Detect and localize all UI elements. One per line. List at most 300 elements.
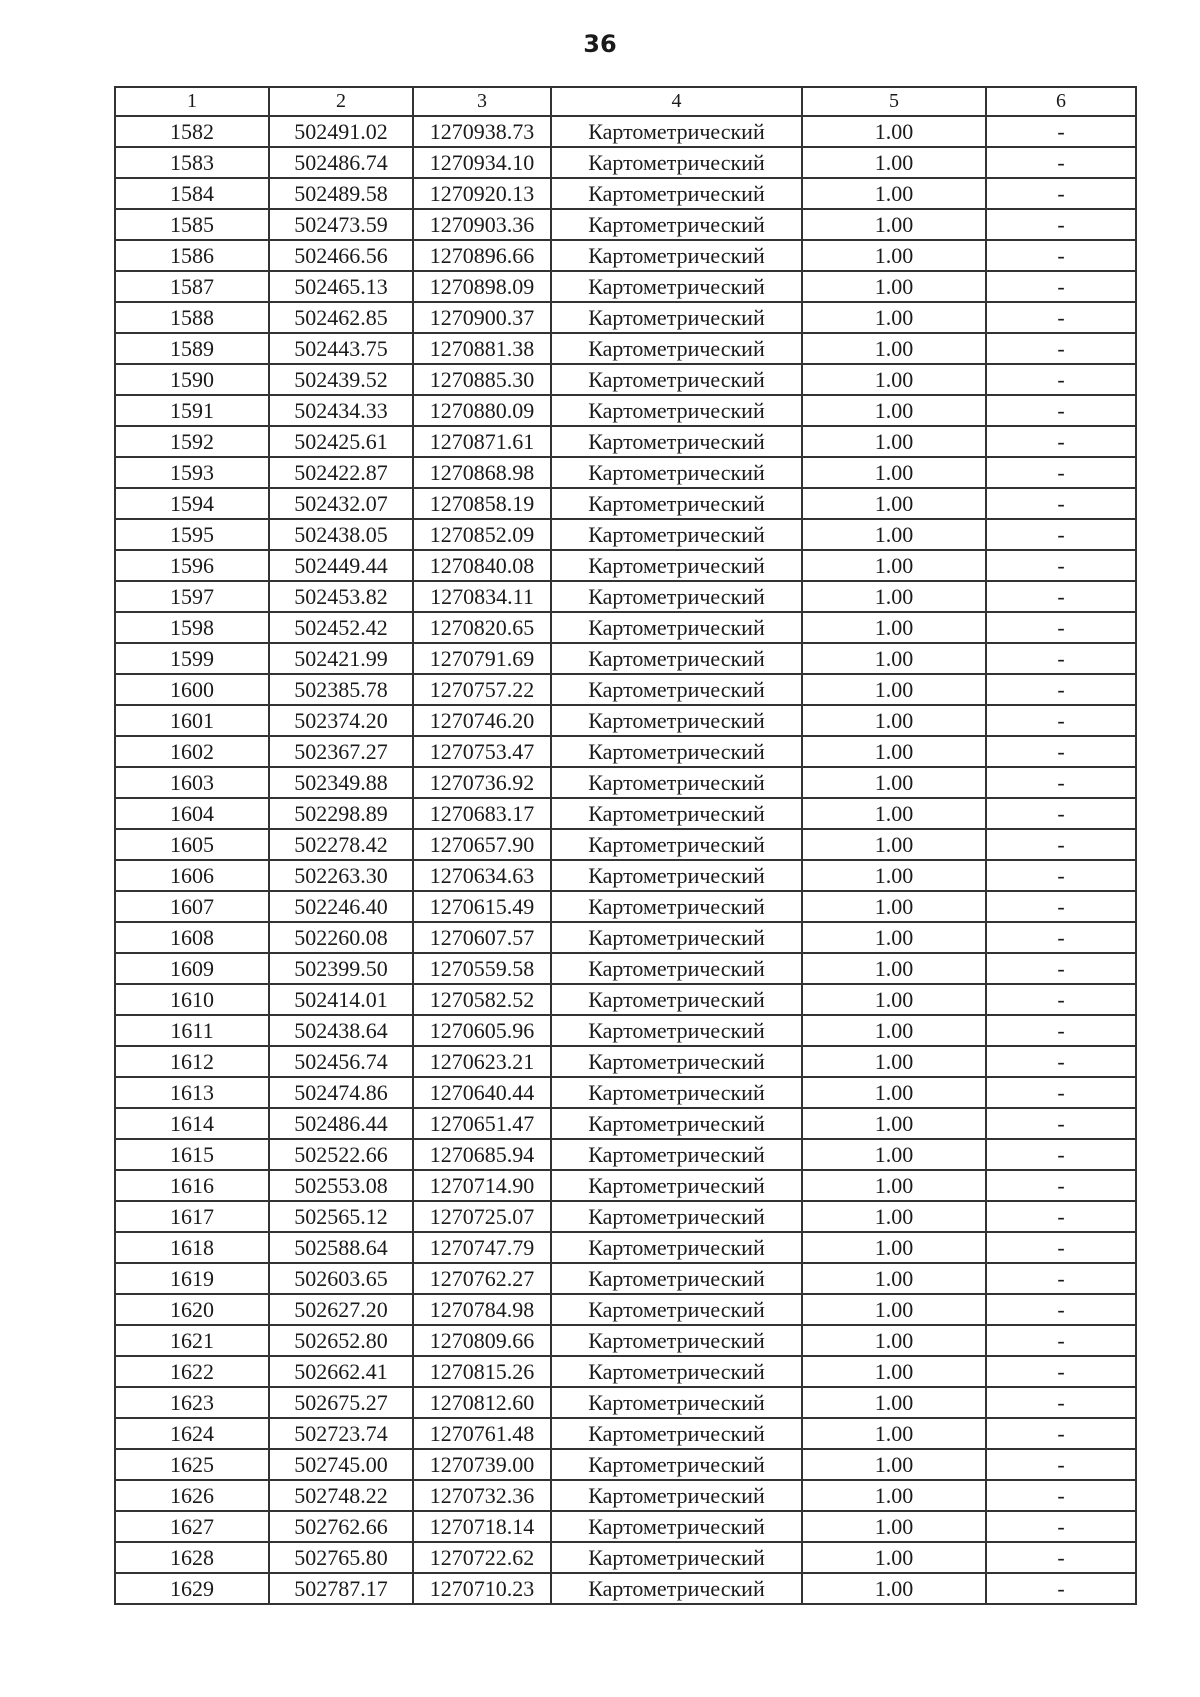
y-coordinate-cell: 1270812.60 — [413, 1387, 551, 1418]
y-coordinate-cell: 1270747.79 — [413, 1232, 551, 1263]
x-coordinate-cell: 502489.58 — [269, 178, 413, 209]
note-cell: - — [986, 1294, 1136, 1325]
method-cell: Картометрический — [551, 209, 802, 240]
accuracy-cell: 1.00 — [802, 364, 986, 395]
table-row — [115, 271, 1136, 302]
x-coordinate-cell: 502652.80 — [269, 1325, 413, 1356]
accuracy-cell: 1.00 — [802, 1170, 986, 1201]
x-coordinate-cell: 502349.88 — [269, 767, 413, 798]
point-number-cell: 1595 — [115, 519, 269, 550]
point-number-cell: 1615 — [115, 1139, 269, 1170]
column-header-4: 4 — [551, 87, 802, 116]
y-coordinate-cell: 1270761.48 — [413, 1418, 551, 1449]
table-row — [115, 1573, 1136, 1604]
point-number-cell: 1603 — [115, 767, 269, 798]
method-cell: Картометрический — [551, 860, 802, 891]
accuracy-cell: 1.00 — [802, 457, 986, 488]
table-row — [115, 457, 1136, 488]
y-coordinate-cell: 1270753.47 — [413, 736, 551, 767]
note-cell: - — [986, 1077, 1136, 1108]
table-row — [115, 1046, 1136, 1077]
y-coordinate-cell: 1270683.17 — [413, 798, 551, 829]
table-row — [115, 1542, 1136, 1573]
y-coordinate-cell: 1270607.57 — [413, 922, 551, 953]
table-row — [115, 395, 1136, 426]
point-number-cell: 1616 — [115, 1170, 269, 1201]
accuracy-cell: 1.00 — [802, 612, 986, 643]
x-coordinate-cell: 502263.30 — [269, 860, 413, 891]
point-number-cell: 1605 — [115, 829, 269, 860]
method-cell: Картометрический — [551, 488, 802, 519]
table-row — [115, 1294, 1136, 1325]
accuracy-cell: 1.00 — [802, 1356, 986, 1387]
table-body — [115, 116, 1136, 1604]
note-cell: - — [986, 581, 1136, 612]
method-cell: Картометрический — [551, 457, 802, 488]
x-coordinate-cell: 502627.20 — [269, 1294, 413, 1325]
point-number-cell: 1591 — [115, 395, 269, 426]
point-number-cell: 1583 — [115, 147, 269, 178]
x-coordinate-cell: 502453.82 — [269, 581, 413, 612]
point-number-cell: 1592 — [115, 426, 269, 457]
point-number-cell: 1620 — [115, 1294, 269, 1325]
y-coordinate-cell: 1270880.09 — [413, 395, 551, 426]
note-cell: - — [986, 1015, 1136, 1046]
accuracy-cell: 1.00 — [802, 1480, 986, 1511]
x-coordinate-cell: 502432.07 — [269, 488, 413, 519]
note-cell: - — [986, 767, 1136, 798]
note-cell: - — [986, 178, 1136, 209]
note-cell: - — [986, 519, 1136, 550]
point-number-cell: 1614 — [115, 1108, 269, 1139]
method-cell: Картометрический — [551, 1294, 802, 1325]
point-number-cell: 1604 — [115, 798, 269, 829]
method-cell: Картометрический — [551, 705, 802, 736]
y-coordinate-cell: 1270714.90 — [413, 1170, 551, 1201]
accuracy-cell: 1.00 — [802, 209, 986, 240]
method-cell: Картометрический — [551, 240, 802, 271]
x-coordinate-cell: 502414.01 — [269, 984, 413, 1015]
column-header-3: 3 — [413, 87, 551, 116]
method-cell: Картометрический — [551, 1325, 802, 1356]
x-coordinate-cell: 502434.33 — [269, 395, 413, 426]
x-coordinate-cell: 502278.42 — [269, 829, 413, 860]
point-number-cell: 1613 — [115, 1077, 269, 1108]
column-header-1: 1 — [115, 87, 269, 116]
table-row — [115, 1201, 1136, 1232]
y-coordinate-cell: 1270762.27 — [413, 1263, 551, 1294]
point-number-cell: 1602 — [115, 736, 269, 767]
note-cell: - — [986, 736, 1136, 767]
table-row — [115, 1108, 1136, 1139]
x-coordinate-cell: 502745.00 — [269, 1449, 413, 1480]
note-cell: - — [986, 1108, 1136, 1139]
method-cell: Картометрический — [551, 922, 802, 953]
accuracy-cell: 1.00 — [802, 1418, 986, 1449]
y-coordinate-cell: 1270640.44 — [413, 1077, 551, 1108]
method-cell: Картометрический — [551, 333, 802, 364]
x-coordinate-cell: 502662.41 — [269, 1356, 413, 1387]
table-row — [115, 1232, 1136, 1263]
method-cell: Картометрический — [551, 1387, 802, 1418]
table-row — [115, 1139, 1136, 1170]
table-row — [115, 333, 1136, 364]
accuracy-cell: 1.00 — [802, 674, 986, 705]
note-cell: - — [986, 984, 1136, 1015]
x-coordinate-cell: 502260.08 — [269, 922, 413, 953]
note-cell: - — [986, 1201, 1136, 1232]
x-coordinate-cell: 502298.89 — [269, 798, 413, 829]
accuracy-cell: 1.00 — [802, 178, 986, 209]
y-coordinate-cell: 1270903.36 — [413, 209, 551, 240]
accuracy-cell: 1.00 — [802, 1263, 986, 1294]
point-number-cell: 1628 — [115, 1542, 269, 1573]
point-number-cell: 1621 — [115, 1325, 269, 1356]
accuracy-cell: 1.00 — [802, 1294, 986, 1325]
accuracy-cell: 1.00 — [802, 1232, 986, 1263]
column-header-6: 6 — [986, 87, 1136, 116]
page-number: 36 — [583, 30, 617, 58]
accuracy-cell: 1.00 — [802, 333, 986, 364]
accuracy-cell: 1.00 — [802, 1325, 986, 1356]
note-cell: - — [986, 1480, 1136, 1511]
x-coordinate-cell: 502367.27 — [269, 736, 413, 767]
x-coordinate-cell: 502522.66 — [269, 1139, 413, 1170]
point-number-cell: 1617 — [115, 1201, 269, 1232]
accuracy-cell: 1.00 — [802, 860, 986, 891]
note-cell: - — [986, 798, 1136, 829]
point-number-cell: 1585 — [115, 209, 269, 240]
x-coordinate-cell: 502491.02 — [269, 116, 413, 147]
table-row — [115, 984, 1136, 1015]
point-number-cell: 1626 — [115, 1480, 269, 1511]
table-row — [115, 1325, 1136, 1356]
accuracy-cell: 1.00 — [802, 922, 986, 953]
point-number-cell: 1600 — [115, 674, 269, 705]
note-cell: - — [986, 612, 1136, 643]
y-coordinate-cell: 1270885.30 — [413, 364, 551, 395]
note-cell: - — [986, 1449, 1136, 1480]
y-coordinate-cell: 1270634.63 — [413, 860, 551, 891]
note-cell: - — [986, 1325, 1136, 1356]
method-cell: Картометрический — [551, 1573, 802, 1604]
method-cell: Картометрический — [551, 1356, 802, 1387]
y-coordinate-cell: 1270685.94 — [413, 1139, 551, 1170]
table-row — [115, 736, 1136, 767]
method-cell: Картометрический — [551, 581, 802, 612]
point-number-cell: 1586 — [115, 240, 269, 271]
table-row — [115, 674, 1136, 705]
method-cell: Картометрический — [551, 395, 802, 426]
method-cell: Картометрический — [551, 736, 802, 767]
table-row — [115, 612, 1136, 643]
method-cell: Картометрический — [551, 178, 802, 209]
y-coordinate-cell: 1270791.69 — [413, 643, 551, 674]
x-coordinate-cell: 502565.12 — [269, 1201, 413, 1232]
accuracy-cell: 1.00 — [802, 705, 986, 736]
y-coordinate-cell: 1270710.23 — [413, 1573, 551, 1604]
table-row — [115, 364, 1136, 395]
method-cell: Картометрический — [551, 1046, 802, 1077]
y-coordinate-cell: 1270757.22 — [413, 674, 551, 705]
table-row — [115, 860, 1136, 891]
note-cell: - — [986, 364, 1136, 395]
y-coordinate-cell: 1270605.96 — [413, 1015, 551, 1046]
method-cell: Картометрический — [551, 612, 802, 643]
method-cell: Картометрический — [551, 519, 802, 550]
column-header-2: 2 — [269, 87, 413, 116]
accuracy-cell: 1.00 — [802, 1511, 986, 1542]
accuracy-cell: 1.00 — [802, 736, 986, 767]
x-coordinate-cell: 502465.13 — [269, 271, 413, 302]
table-row — [115, 953, 1136, 984]
accuracy-cell: 1.00 — [802, 1387, 986, 1418]
note-cell: - — [986, 1139, 1136, 1170]
point-number-cell: 1611 — [115, 1015, 269, 1046]
accuracy-cell: 1.00 — [802, 1573, 986, 1604]
note-cell: - — [986, 1511, 1136, 1542]
y-coordinate-cell: 1270868.98 — [413, 457, 551, 488]
accuracy-cell: 1.00 — [802, 1108, 986, 1139]
point-number-cell: 1619 — [115, 1263, 269, 1294]
point-number-cell: 1582 — [115, 116, 269, 147]
note-cell: - — [986, 488, 1136, 519]
x-coordinate-cell: 502723.74 — [269, 1418, 413, 1449]
accuracy-cell: 1.00 — [802, 1015, 986, 1046]
table-row — [115, 116, 1136, 147]
accuracy-cell: 1.00 — [802, 798, 986, 829]
y-coordinate-cell: 1270582.52 — [413, 984, 551, 1015]
accuracy-cell: 1.00 — [802, 1139, 986, 1170]
x-coordinate-cell: 502787.17 — [269, 1573, 413, 1604]
point-number-cell: 1601 — [115, 705, 269, 736]
y-coordinate-cell: 1270725.07 — [413, 1201, 551, 1232]
accuracy-cell: 1.00 — [802, 891, 986, 922]
y-coordinate-cell: 1270559.58 — [413, 953, 551, 984]
y-coordinate-cell: 1270739.00 — [413, 1449, 551, 1480]
x-coordinate-cell: 502452.42 — [269, 612, 413, 643]
y-coordinate-cell: 1270934.10 — [413, 147, 551, 178]
x-coordinate-cell: 502399.50 — [269, 953, 413, 984]
note-cell: - — [986, 147, 1136, 178]
accuracy-cell: 1.00 — [802, 116, 986, 147]
table-row — [115, 1480, 1136, 1511]
x-coordinate-cell: 502675.27 — [269, 1387, 413, 1418]
table-row — [115, 1511, 1136, 1542]
x-coordinate-cell: 502456.74 — [269, 1046, 413, 1077]
point-number-cell: 1625 — [115, 1449, 269, 1480]
accuracy-cell: 1.00 — [802, 1077, 986, 1108]
table-row — [115, 302, 1136, 333]
table-row — [115, 767, 1136, 798]
table-row — [115, 643, 1136, 674]
method-cell: Картометрический — [551, 1201, 802, 1232]
note-cell: - — [986, 891, 1136, 922]
y-coordinate-cell: 1270615.49 — [413, 891, 551, 922]
note-cell: - — [986, 550, 1136, 581]
y-coordinate-cell: 1270852.09 — [413, 519, 551, 550]
y-coordinate-cell: 1270815.26 — [413, 1356, 551, 1387]
table-row — [115, 1015, 1136, 1046]
method-cell: Картометрический — [551, 767, 802, 798]
point-number-cell: 1588 — [115, 302, 269, 333]
y-coordinate-cell: 1270718.14 — [413, 1511, 551, 1542]
method-cell: Картометрический — [551, 1542, 802, 1573]
table-row — [115, 1356, 1136, 1387]
y-coordinate-cell: 1270732.36 — [413, 1480, 551, 1511]
point-number-cell: 1584 — [115, 178, 269, 209]
y-coordinate-cell: 1270623.21 — [413, 1046, 551, 1077]
point-number-cell: 1629 — [115, 1573, 269, 1604]
column-header-5: 5 — [802, 87, 986, 116]
accuracy-cell: 1.00 — [802, 426, 986, 457]
note-cell: - — [986, 705, 1136, 736]
point-number-cell: 1618 — [115, 1232, 269, 1263]
method-cell: Картометрический — [551, 1449, 802, 1480]
y-coordinate-cell: 1270896.66 — [413, 240, 551, 271]
note-cell: - — [986, 1387, 1136, 1418]
note-cell: - — [986, 240, 1136, 271]
method-cell: Картометрический — [551, 426, 802, 457]
x-coordinate-cell: 502486.74 — [269, 147, 413, 178]
accuracy-cell: 1.00 — [802, 1046, 986, 1077]
table-row — [115, 488, 1136, 519]
table-row — [115, 519, 1136, 550]
y-coordinate-cell: 1270784.98 — [413, 1294, 551, 1325]
table-row — [115, 550, 1136, 581]
x-coordinate-cell: 502438.64 — [269, 1015, 413, 1046]
x-coordinate-cell: 502588.64 — [269, 1232, 413, 1263]
note-cell: - — [986, 1573, 1136, 1604]
table-header-row — [115, 87, 1136, 116]
point-number-cell: 1608 — [115, 922, 269, 953]
x-coordinate-cell: 502474.86 — [269, 1077, 413, 1108]
note-cell: - — [986, 860, 1136, 891]
note-cell: - — [986, 1263, 1136, 1294]
accuracy-cell: 1.00 — [802, 643, 986, 674]
y-coordinate-cell: 1270858.19 — [413, 488, 551, 519]
y-coordinate-cell: 1270900.37 — [413, 302, 551, 333]
accuracy-cell: 1.00 — [802, 829, 986, 860]
note-cell: - — [986, 395, 1136, 426]
note-cell: - — [986, 209, 1136, 240]
table-row — [115, 178, 1136, 209]
y-coordinate-cell: 1270840.08 — [413, 550, 551, 581]
method-cell: Картометрический — [551, 1418, 802, 1449]
note-cell: - — [986, 1232, 1136, 1263]
y-coordinate-cell: 1270722.62 — [413, 1542, 551, 1573]
method-cell: Картометрический — [551, 1511, 802, 1542]
note-cell: - — [986, 426, 1136, 457]
note-cell: - — [986, 1170, 1136, 1201]
coordinates-table — [114, 86, 1137, 1605]
x-coordinate-cell: 502422.87 — [269, 457, 413, 488]
table-row — [115, 1170, 1136, 1201]
table-row — [115, 798, 1136, 829]
point-number-cell: 1593 — [115, 457, 269, 488]
accuracy-cell: 1.00 — [802, 302, 986, 333]
note-cell: - — [986, 1046, 1136, 1077]
x-coordinate-cell: 502421.99 — [269, 643, 413, 674]
y-coordinate-cell: 1270809.66 — [413, 1325, 551, 1356]
note-cell: - — [986, 922, 1136, 953]
accuracy-cell: 1.00 — [802, 581, 986, 612]
point-number-cell: 1606 — [115, 860, 269, 891]
note-cell: - — [986, 116, 1136, 147]
table-row — [115, 891, 1136, 922]
method-cell: Картометрический — [551, 953, 802, 984]
point-number-cell: 1612 — [115, 1046, 269, 1077]
x-coordinate-cell: 502385.78 — [269, 674, 413, 705]
accuracy-cell: 1.00 — [802, 1542, 986, 1573]
y-coordinate-cell: 1270657.90 — [413, 829, 551, 860]
point-number-cell: 1609 — [115, 953, 269, 984]
point-number-cell: 1589 — [115, 333, 269, 364]
table-row — [115, 240, 1136, 271]
y-coordinate-cell: 1270938.73 — [413, 116, 551, 147]
method-cell: Картометрический — [551, 1263, 802, 1294]
point-number-cell: 1590 — [115, 364, 269, 395]
x-coordinate-cell: 502425.61 — [269, 426, 413, 457]
table-row — [115, 426, 1136, 457]
method-cell: Картометрический — [551, 302, 802, 333]
table-row — [115, 922, 1136, 953]
method-cell: Картометрический — [551, 364, 802, 395]
x-coordinate-cell: 502765.80 — [269, 1542, 413, 1573]
point-number-cell: 1599 — [115, 643, 269, 674]
x-coordinate-cell: 502603.65 — [269, 1263, 413, 1294]
point-number-cell: 1622 — [115, 1356, 269, 1387]
point-number-cell: 1624 — [115, 1418, 269, 1449]
method-cell: Картометрический — [551, 1170, 802, 1201]
accuracy-cell: 1.00 — [802, 271, 986, 302]
accuracy-cell: 1.00 — [802, 488, 986, 519]
table-row — [115, 829, 1136, 860]
table-row — [115, 1449, 1136, 1480]
table-row — [115, 1077, 1136, 1108]
method-cell: Картометрический — [551, 798, 802, 829]
point-number-cell: 1610 — [115, 984, 269, 1015]
note-cell: - — [986, 1418, 1136, 1449]
point-number-cell: 1627 — [115, 1511, 269, 1542]
note-cell: - — [986, 643, 1136, 674]
y-coordinate-cell: 1270834.11 — [413, 581, 551, 612]
note-cell: - — [986, 333, 1136, 364]
x-coordinate-cell: 502486.44 — [269, 1108, 413, 1139]
point-number-cell: 1598 — [115, 612, 269, 643]
y-coordinate-cell: 1270820.65 — [413, 612, 551, 643]
x-coordinate-cell: 502246.40 — [269, 891, 413, 922]
accuracy-cell: 1.00 — [802, 519, 986, 550]
method-cell: Картометрический — [551, 550, 802, 581]
x-coordinate-cell: 502438.05 — [269, 519, 413, 550]
table-row — [115, 1418, 1136, 1449]
point-number-cell: 1596 — [115, 550, 269, 581]
table-row — [115, 147, 1136, 178]
method-cell: Картометрический — [551, 147, 802, 178]
note-cell: - — [986, 953, 1136, 984]
x-coordinate-cell: 502374.20 — [269, 705, 413, 736]
x-coordinate-cell: 502553.08 — [269, 1170, 413, 1201]
x-coordinate-cell: 502473.59 — [269, 209, 413, 240]
note-cell: - — [986, 271, 1136, 302]
table-row — [115, 581, 1136, 612]
note-cell: - — [986, 457, 1136, 488]
x-coordinate-cell: 502762.66 — [269, 1511, 413, 1542]
y-coordinate-cell: 1270871.61 — [413, 426, 551, 457]
accuracy-cell: 1.00 — [802, 1201, 986, 1232]
method-cell: Картометрический — [551, 1232, 802, 1263]
